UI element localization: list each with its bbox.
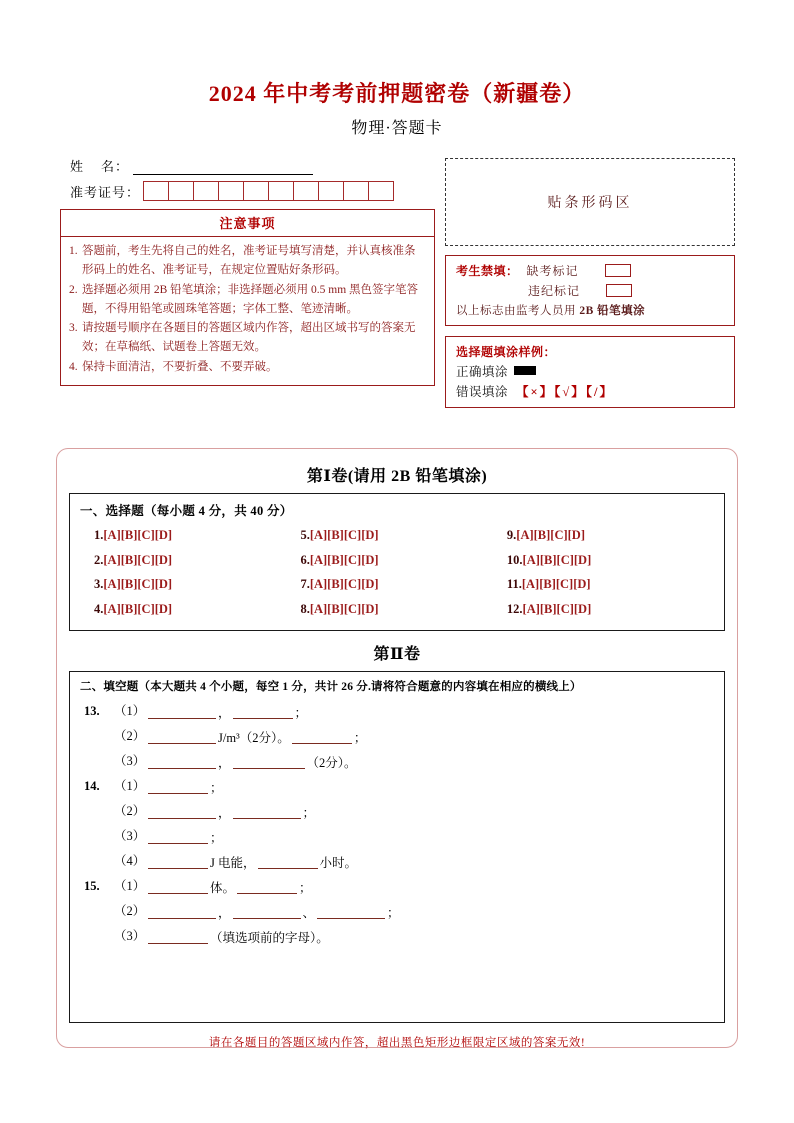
notice-item-text: 答题前，考生先将自己的姓名，准考证号填写清楚，并认真核准条形码上的姓名、准考证号，在规定位置贴好条形码。 (82, 244, 416, 276)
notice-item-number: 3. (69, 322, 78, 335)
sub-question-label: （3） (114, 829, 146, 843)
fill-blank-row (80, 724, 714, 744)
answer-blank-line[interactable] (233, 755, 305, 769)
wrong-fill-label: 错误填涂 (456, 384, 509, 399)
name-label: 姓 名： (70, 158, 130, 174)
fill-blank-row (80, 899, 714, 919)
ticket-digit-cell[interactable] (168, 181, 194, 201)
multiple-choice-grid (80, 523, 714, 621)
option-bubbles[interactable]: [A][B][C][D] (516, 528, 586, 542)
violation-mark-label: 违纪标记 (528, 283, 581, 298)
answer-static-text: J/m³（2分）。 (218, 730, 290, 745)
violation-mark-row (456, 282, 726, 299)
barcode-area-label: 贴条形码区 (547, 195, 633, 211)
answer-blank-line[interactable] (233, 805, 301, 819)
answer-static-text: ； (353, 730, 367, 745)
sub-question-label: （4） (114, 854, 146, 868)
correct-fill-label: 正确填涂 (456, 364, 509, 379)
ticket-digit-cell[interactable] (143, 181, 169, 201)
answer-blank-line[interactable] (292, 730, 352, 744)
volume2-title: 第Ⅱ卷 (373, 646, 421, 663)
violation-mark-checkbox[interactable] (606, 284, 632, 297)
top-info-area (0, 156, 794, 408)
fill-sample-box (445, 336, 735, 408)
fill-blank-question (80, 874, 714, 944)
answer-static-text: ； (210, 830, 223, 845)
fill-blank-heading: 二、填空题（本大题共 4 个小题，每空 1 分，共计 26 分.请将符合题意的内容填在相应的横线上） (80, 681, 582, 693)
answer-blank-line[interactable] (148, 780, 208, 794)
option-bubbles[interactable]: [A][B][C][D] (521, 577, 591, 591)
multiple-choice-heading: 一、选择题（每小题 4 分，共 40 分） (80, 504, 293, 518)
question-number: 5. (300, 528, 310, 542)
question-number: 10. (506, 552, 523, 567)
page-title: 2024 年中考考前押题密卷（新疆卷） (208, 81, 586, 106)
answer-blank-line[interactable] (233, 905, 301, 919)
question-number: 8. (300, 601, 310, 616)
answer-static-text: ， (218, 755, 231, 770)
page-subtitle: 物理·答题卡 (351, 119, 443, 137)
fill-blank-row (80, 924, 714, 944)
multiple-choice-column (300, 523, 506, 621)
sub-question-label: （1） (114, 779, 146, 793)
answer-content (148, 730, 368, 744)
student-info-column (60, 156, 435, 387)
notice-item-text: 请按题号顺序在各题目的答题区域内作答，超出区域书写的答案无效；在草稿纸、试题卷上答题无效。 (82, 322, 416, 354)
option-bubbles[interactable]: [A][B][C][D] (103, 552, 173, 567)
question-number: 14. (84, 779, 100, 793)
question-number: 9. (506, 528, 517, 542)
ticket-digit-cell[interactable] (318, 181, 344, 201)
sub-question-label: （3） (114, 754, 146, 768)
multiple-choice-item[interactable] (94, 548, 300, 573)
answer-static-text: （2分）。 (306, 755, 357, 770)
forbidden-note-bold: 2B 铅笔填涂 (579, 304, 646, 317)
forbidden-marks-box (445, 255, 735, 326)
answer-blank-line[interactable] (148, 805, 216, 819)
fill-blank-row (80, 774, 714, 794)
ticket-digit-cell[interactable] (218, 181, 244, 201)
notice-item-number: 4. (69, 361, 78, 374)
answer-static-text: 小时。 (319, 855, 358, 870)
question-number: 11. (506, 577, 522, 591)
multiple-choice-item[interactable] (507, 548, 713, 573)
answer-static-text: ； (210, 780, 223, 795)
answer-content (148, 830, 225, 844)
page-header (0, 0, 794, 138)
name-input[interactable] (133, 160, 313, 175)
answer-blank-line[interactable] (148, 930, 208, 944)
ticket-digit-cell[interactable] (268, 181, 294, 201)
sub-question-label: （2） (114, 904, 146, 918)
notice-item-number: 1. (69, 244, 78, 257)
ticket-digit-cell[interactable] (193, 181, 219, 201)
fill-blank-row (80, 824, 714, 844)
sub-question-label: （2） (114, 729, 146, 743)
correct-fill-icon (514, 366, 536, 375)
wrong-fill-row (456, 382, 726, 400)
multiple-choice-item[interactable] (300, 523, 506, 548)
name-field-row (70, 156, 435, 175)
option-bubbles[interactable]: [A][B][C][D] (309, 577, 379, 591)
answer-static-text: ， (218, 805, 231, 820)
ticket-digit-cell[interactable] (243, 181, 269, 201)
question-number: 6. (300, 552, 310, 567)
answer-content (148, 880, 314, 894)
question-number: 7. (300, 577, 310, 591)
answer-static-text: 、 (302, 905, 316, 920)
answer-sheet-region (56, 448, 738, 1048)
notice-item (69, 319, 426, 357)
notice-box (60, 209, 435, 387)
multiple-choice-item[interactable] (94, 597, 300, 622)
fill-sample-title: 选择题填涂样例： (456, 344, 557, 359)
answer-static-text: 体。 (210, 880, 236, 895)
answer-content (148, 855, 359, 869)
option-bubbles[interactable]: [A][B][C][D] (309, 528, 379, 542)
option-bubbles[interactable]: [A][B][C][D] (309, 552, 379, 567)
ticket-digit-cell[interactable] (343, 181, 369, 201)
answer-static-text: ， (218, 905, 231, 920)
answer-blank-line[interactable] (148, 905, 216, 919)
notice-item (69, 242, 426, 280)
answer-content (148, 705, 309, 719)
footer-note: 请在各题目的答题区域内作答，超出黑色矩形边框限定区域的答案无效! (208, 1037, 586, 1049)
multiple-choice-item[interactable] (507, 597, 713, 622)
notice-item-number: 2. (69, 283, 78, 296)
answer-content (148, 780, 225, 794)
option-bubbles[interactable]: [A][B][C][D] (522, 601, 592, 616)
answer-content (148, 755, 359, 769)
fill-blank-question (80, 774, 714, 869)
fill-blank-row (80, 699, 714, 719)
answer-content (148, 930, 331, 944)
answer-content (148, 905, 402, 919)
answer-static-text: J 电能， (210, 855, 256, 870)
option-bubbles[interactable]: [A][B][C][D] (309, 601, 379, 616)
notice-heading: 注意事项 (61, 210, 434, 237)
answer-static-text: ； (302, 805, 316, 820)
fill-blank-row (80, 799, 714, 819)
multiple-choice-item[interactable] (507, 523, 713, 548)
answer-blank-line[interactable] (148, 830, 208, 844)
question-number: 12. (506, 601, 523, 616)
notice-item (69, 358, 426, 377)
fill-blank-question (80, 699, 714, 769)
option-bubbles[interactable]: [A][B][C][D] (103, 577, 173, 591)
fill-blank-row (80, 749, 714, 769)
barcode-area (445, 158, 735, 246)
forbidden-note-prefix: 以上标志由监考人员用 (456, 304, 580, 317)
sub-question-label: （1） (114, 704, 146, 718)
answer-blank-line[interactable] (148, 755, 216, 769)
forbidden-note (456, 302, 726, 318)
option-bubbles[interactable]: [A][B][C][D] (522, 552, 592, 567)
notice-item-text: 保持卡面清洁，不要折叠、不要弄破。 (82, 361, 278, 374)
notice-item (69, 281, 426, 319)
question-number: 3. (94, 577, 104, 591)
notice-item-text: 选择题必须用 2B 铅笔填涂；非选择题必须用 0.5 mm 黑色签字笔答题，不得用铅笔或圆珠笔答题；字体工整、笔迹清晰。 (82, 283, 419, 315)
answer-blank-line[interactable] (148, 880, 208, 894)
ticket-digit-cell[interactable] (368, 181, 394, 201)
forbidden-title: 考生禁填： (456, 263, 519, 278)
fill-blank-row (80, 874, 714, 894)
absent-mark-checkbox[interactable] (605, 264, 631, 277)
sub-question-label: （1） (114, 879, 146, 893)
question-number: 13. (84, 704, 100, 718)
multiple-choice-item[interactable] (507, 572, 713, 597)
answer-static-text: ； (294, 705, 308, 720)
fill-blank-question-list (80, 699, 714, 944)
multiple-choice-box (69, 493, 725, 631)
sub-question-label: （3） (114, 929, 146, 943)
multiple-choice-item[interactable] (94, 523, 300, 548)
ticket-number-label: 准考证号： (70, 184, 141, 200)
option-bubbles[interactable]: [A][B][C][D] (103, 601, 173, 616)
fill-blank-box (69, 671, 725, 1023)
absent-mark-label: 缺考标记 (526, 263, 579, 278)
question-number: 15. (84, 879, 100, 893)
absent-mark-row (456, 262, 726, 279)
right-info-column (445, 156, 735, 408)
answer-content (148, 805, 317, 819)
multiple-choice-column (507, 523, 713, 621)
volume1-title: 第Ⅰ卷(请用 2B 铅笔填涂) (306, 468, 488, 485)
multiple-choice-item[interactable] (94, 572, 300, 597)
answer-blank-line[interactable] (233, 705, 293, 719)
answer-blank-line[interactable] (237, 880, 297, 894)
answer-blank-line[interactable] (258, 855, 318, 869)
ticket-digit-cell[interactable] (293, 181, 319, 201)
answer-blank-line[interactable] (148, 855, 208, 869)
question-number: 4. (94, 601, 104, 616)
correct-fill-row (456, 362, 726, 380)
multiple-choice-item[interactable] (300, 548, 506, 573)
answer-blank-line[interactable] (148, 705, 216, 719)
multiple-choice-item[interactable] (300, 597, 506, 622)
answer-static-text: （填选项前的字母）。 (210, 930, 329, 945)
sub-question-label: （2） (114, 804, 146, 818)
ticket-number-input[interactable] (144, 181, 394, 201)
question-number: 1. (94, 528, 104, 542)
option-bubbles[interactable]: [A][B][C][D] (103, 528, 173, 542)
question-number: 2. (94, 552, 104, 567)
multiple-choice-item[interactable] (300, 572, 506, 597)
notice-list (61, 237, 434, 386)
fill-blank-row (80, 849, 714, 869)
answer-blank-line[interactable] (148, 730, 216, 744)
wrong-fill-icons: 【×】【√】【/】 (516, 384, 614, 399)
answer-static-text: ； (387, 905, 400, 920)
multiple-choice-column (94, 523, 300, 621)
answer-static-text: ， (218, 705, 231, 720)
ticket-number-row (70, 181, 435, 201)
answer-blank-line[interactable] (317, 905, 385, 919)
answer-static-text: ； (299, 880, 312, 895)
